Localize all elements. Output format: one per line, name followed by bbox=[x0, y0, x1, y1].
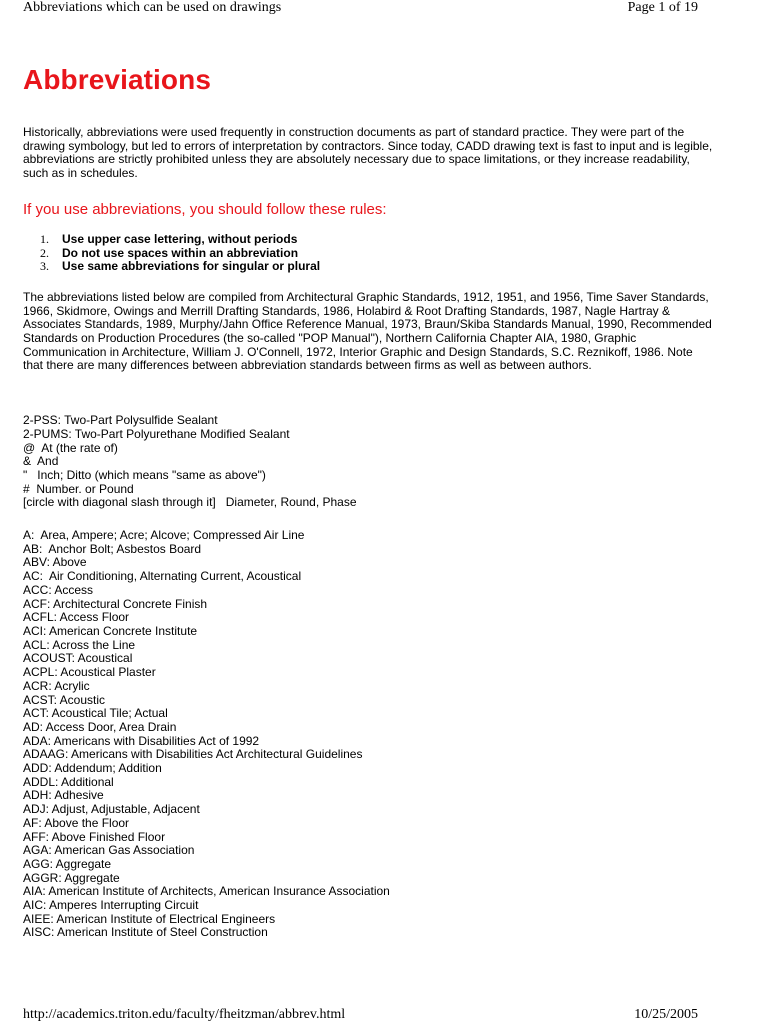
abbreviation-list bbox=[23, 529, 713, 940]
rule-item bbox=[23, 233, 713, 247]
abbreviation-entry: ACR: Acrylic bbox=[23, 678, 90, 693]
rules-list bbox=[23, 233, 713, 274]
abbreviation-entry: ADD: Addendum; Addition bbox=[23, 761, 162, 776]
footer-url: http://academics.triton.edu/faculty/fheitzman/abbrev.html bbox=[23, 1007, 346, 1022]
symbol-entry: " Inch; Ditto (which means "same as above") bbox=[23, 467, 266, 482]
abbreviation-entry: ABV: Above bbox=[23, 555, 87, 570]
rule-text: Use upper case lettering, without periods bbox=[62, 231, 298, 246]
abbreviation-entry: ACF: Architectural Concrete Finish bbox=[23, 596, 208, 611]
abbreviation-entry: AF: Above the Floor bbox=[23, 815, 130, 830]
symbol-entry: # Number. or Pound bbox=[23, 481, 134, 496]
abbreviation-entry: AIC: Amperes Interrupting Circuit bbox=[23, 898, 199, 913]
print-header-title: Abbreviations which can be used on drawings bbox=[23, 0, 282, 15]
abbreviation-entry: ADH: Adhesive bbox=[23, 788, 104, 803]
rule-text: Use same abbreviations for singular or plural bbox=[62, 259, 321, 274]
abbreviation-entry: ACST: Acoustic bbox=[23, 692, 106, 707]
abbreviation-entry: AIEE: American Institute of Electrical Engineers bbox=[23, 911, 276, 926]
document-body bbox=[23, 62, 713, 940]
rule-number: 1. bbox=[40, 231, 49, 246]
abbreviation-entry: A: Area, Ampere; Acre; Alcove; Compressed Air Line bbox=[23, 528, 305, 543]
abbreviation-entry: AISC: American Institute of Steel Construction bbox=[23, 925, 268, 940]
abbreviation-entry: ADA: Americans with Disabilities Act of 1992 bbox=[23, 733, 260, 748]
abbreviation-entry: ACI: American Concrete Institute bbox=[23, 623, 198, 638]
symbol-entry: 2-PSS: Two-Part Polysulfide Sealant bbox=[23, 413, 218, 428]
abbreviation-entry: ADAAG: Americans with Disabilities Act Architectural Guidelines bbox=[23, 747, 363, 762]
print-header bbox=[23, 0, 698, 16]
abbreviation-entry: ADDL: Additional bbox=[23, 774, 114, 789]
abbreviation-entry: ACT: Acoustical Tile; Actual bbox=[23, 706, 168, 721]
abbreviation-entry: AGGR: Aggregate bbox=[23, 870, 120, 885]
abbreviation-entry: ACPL: Acoustical Plaster bbox=[23, 665, 156, 680]
abbreviation-entry: ACC: Access bbox=[23, 582, 94, 597]
rule-number: 2. bbox=[40, 245, 49, 260]
intro-paragraph: Historically, abbreviations were used frequently in construction documents as part of standard practice. They were part of the drawing symbology, but led to errors of interpretation by contractors. Since today, CADD drawing text is fast to input and is legible, abbreviations are strictly prohibited unless they are absolutely necessary due to space limitations, or they increase readability, such as in schedules. bbox=[23, 125, 713, 181]
abbreviation-entry: AC: Air Conditioning, Alternating Current, Acoustical bbox=[23, 569, 302, 584]
abbreviation-entry: AGG: Aggregate bbox=[23, 856, 112, 871]
symbol-entry: & And bbox=[23, 454, 59, 469]
rule-item bbox=[23, 260, 713, 274]
rule-number: 3. bbox=[40, 259, 49, 274]
footer-date: 10/25/2005 bbox=[634, 1007, 698, 1022]
abbreviation-entry: ACFL: Access Floor bbox=[23, 610, 130, 625]
abbreviation-entry: AIA: American Institute of Architects, American Insurance Association bbox=[23, 884, 390, 899]
rule-text: Do not use spaces within an abbreviation bbox=[62, 245, 299, 260]
abbreviation-entry: ADJ: Adjust, Adjustable, Adjacent bbox=[23, 802, 200, 817]
symbols-list bbox=[23, 414, 713, 510]
abbreviation-entry: AFF: Above Finished Floor bbox=[23, 829, 166, 844]
abbreviation-entry: ACL: Across the Line bbox=[23, 637, 136, 652]
page-title: Abbreviations bbox=[23, 64, 212, 95]
abbreviation-entry: AD: Access Door, Area Drain bbox=[23, 719, 177, 734]
print-footer bbox=[23, 1007, 698, 1023]
symbol-entry: @ At (the rate of) bbox=[23, 440, 118, 455]
abbreviation-entry: AB: Anchor Bolt; Asbestos Board bbox=[23, 541, 202, 556]
page-indicator: Page 1 of 19 bbox=[627, 0, 698, 15]
rules-heading: If you use abbreviations, you should follow these rules: bbox=[23, 200, 387, 218]
abbreviation-entry: AGA: American Gas Association bbox=[23, 843, 195, 858]
symbol-entry: 2-PUMS: Two-Part Polyurethane Modified Sealant bbox=[23, 426, 290, 441]
rule-item bbox=[23, 247, 713, 261]
sources-paragraph: The abbreviations listed below are compiled from Architectural Graphic Standards, 1912, 1951, and 1956, Time Saver Standards, 1966, Skidmore, Owings and Merrill Drafting Standards, 1986, Holabird & Root Drafting Standards, 1987, Nagle Hartray & Associates Standards, 1989, Murphy/Jahn Office Reference Manual, 1973, Braun/Skiba Standards Manual, 1990, Recommended Standards on Production Procedures (the so-called "POP Manual"), Northern California Chapter AIA, 1980, Graphic Communication in Architecture, William J. O'Connell, 1972, Interior Graphic and Design Standards, S.C. Reznikoff, 1986. Note that there are many differences between abbreviation standards between firms as well as between authors. bbox=[23, 289, 712, 373]
symbol-entry: [circle with diagonal slash through it] Diameter, Round, Phase bbox=[23, 495, 357, 510]
abbreviation-entry: ACOUST: Acoustical bbox=[23, 651, 133, 666]
